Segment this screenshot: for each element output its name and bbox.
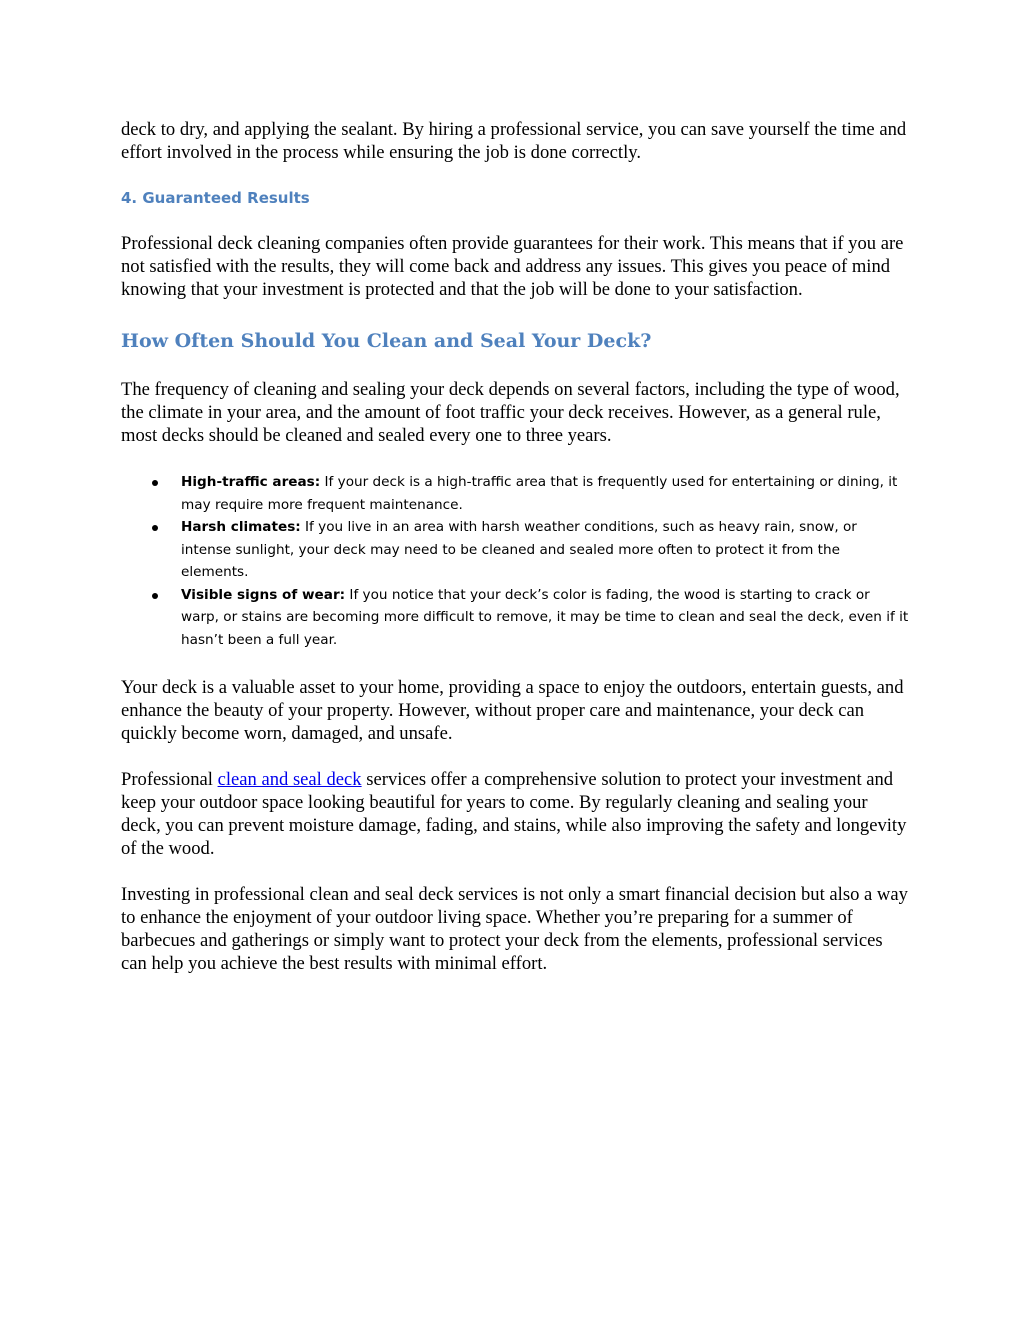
guaranteed-results-heading: 4. Guaranteed Results bbox=[121, 189, 310, 207]
bullet-term: Harsh climates: bbox=[181, 519, 301, 535]
bullet-visible-wear bbox=[181, 584, 911, 652]
frequency-paragraph: The frequency of cleaning and sealing your deck depends on several factors, including the type of wood, the climate in your area, and the amount of foot traffic your deck receives. However, as a general rule, most decks should be cleaned and sealed every one to three years. bbox=[121, 379, 900, 446]
bullet-harsh-climates bbox=[181, 516, 911, 584]
bullet-text: If you live in an area with harsh weather conditions, such as heavy rain, snow, or intense sunlight, your deck may need to be cleaned and sealed more often to protect it from the elements. bbox=[181, 519, 857, 580]
bullet-term: High-traffic areas: bbox=[181, 474, 321, 490]
closing-paragraph-2 bbox=[121, 768, 911, 860]
intro-paragraph: deck to dry, and applying the sealant. By hiring a professional service, you can save yourself the time and effort involved in the process while ensuring the job is done correctly. bbox=[121, 119, 907, 163]
closing-paragraph-2-rest: services offer a comprehensive solution to protect your investment and keep your outdoor space looking beautiful for years to come. By regularly cleaning and sealing your deck, you can prevent moisture damage, fading, and stains, while also improving the safety and longevity of the wood. bbox=[121, 769, 907, 859]
bullet-dot-icon bbox=[152, 593, 158, 599]
bullet-dot-icon bbox=[152, 480, 158, 486]
bullet-term: Visible signs of wear: bbox=[181, 586, 346, 603]
document-page bbox=[121, 118, 911, 975]
frequency-heading: How Often Should You Clean and Seal Your Deck? bbox=[121, 330, 652, 352]
guaranteed-results-paragraph: Professional deck cleaning companies often provide guarantees for their work. This means that if you are not satisfied with the results, they will come back and address any issues. This gives you peace of mind knowing that your investment is protected and that the job will be done to your satisfaction. bbox=[121, 233, 904, 300]
bullet-high-traffic bbox=[181, 471, 911, 516]
clean-and-seal-deck-link[interactable]: clean and seal deck bbox=[217, 769, 362, 790]
closing-paragraph-2-lead: Professional bbox=[121, 769, 218, 790]
bullet-dot-icon bbox=[152, 525, 158, 531]
closing-paragraph-3: Investing in professional clean and seal deck services is not only a smart financial decision but also a way to enhance the enjoyment of your outdoor living space. Whether you’re preparing for a summer of barbecues and gatherings or simply want to protect your deck from the elements, professional services can help you achieve the best results with minimal effort. bbox=[121, 884, 908, 974]
closing-paragraph-1: Your deck is a valuable asset to your home, providing a space to enjoy the outdoors, entertain guests, and enhance the beauty of your property. However, without proper care and maintenance, your deck can quickly become worn, damaged, and unsafe. bbox=[121, 677, 904, 744]
frequency-bullet-list bbox=[121, 471, 911, 651]
bullet-text: If your deck is a high-traffic area that is frequently used for entertaining or dining, it may require more frequent maintenance. bbox=[181, 474, 898, 513]
bullet-text: If you notice that your deck’s color is fading, the wood is starting to crack or warp, or stains are becoming more difficult to remove, it may be time to clean and seal the deck, even if it hasn’t been a full year. bbox=[181, 586, 909, 648]
